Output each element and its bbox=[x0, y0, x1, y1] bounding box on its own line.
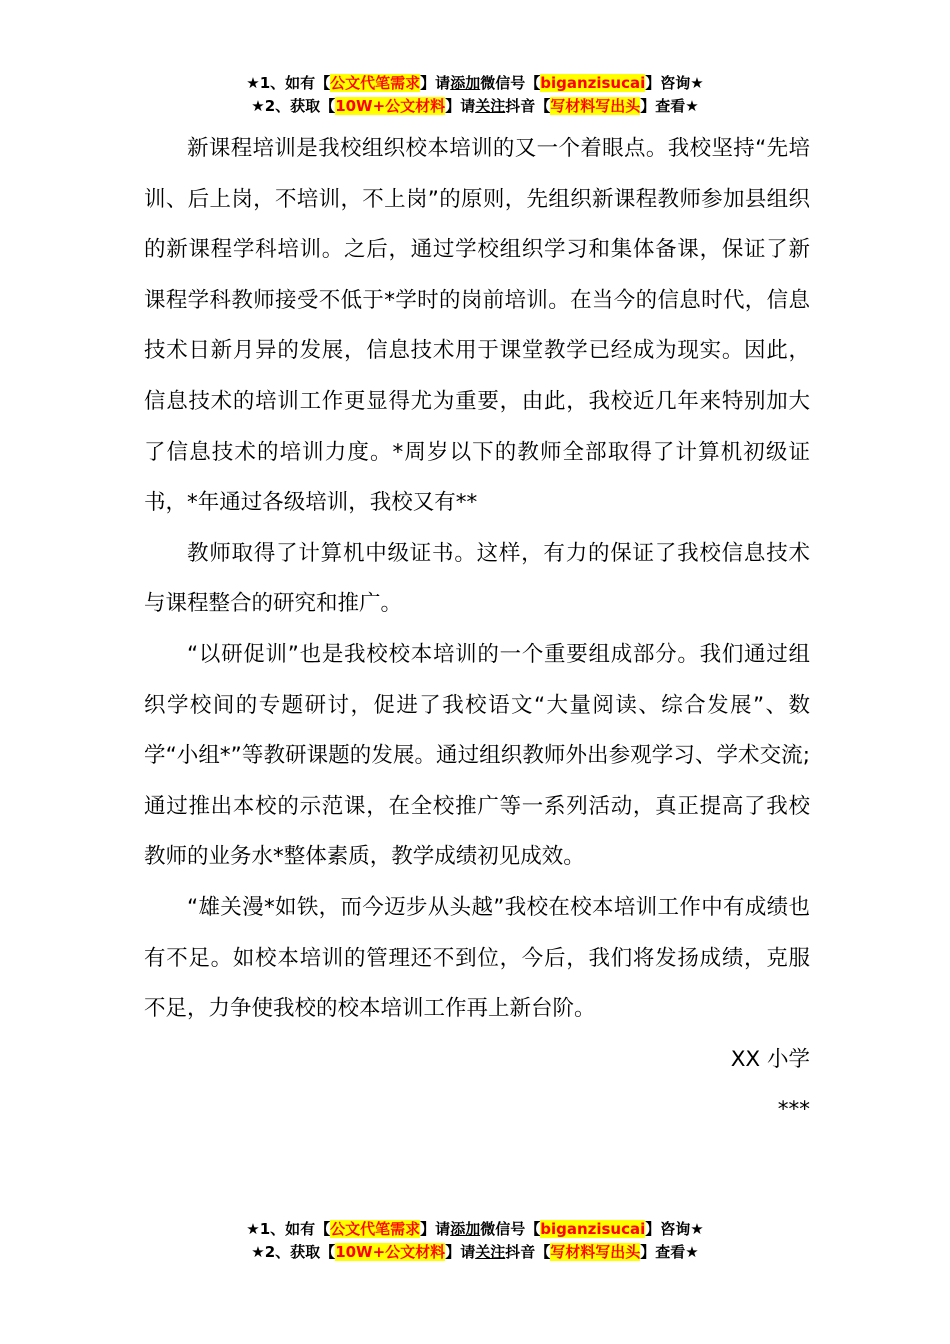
banner-highlight: biganzisucai bbox=[540, 74, 646, 92]
banner-underlined-text: 添加 bbox=[450, 74, 481, 92]
banner-line-1 bbox=[0, 72, 950, 95]
banner-text: 抖音【 bbox=[505, 97, 551, 115]
body-paragraph: “雄关漫*如铁，而今迈步从头越”我校在校本培训工作中有成绩也有不足。如校本培训的管理还不到位，今后，我们将发扬成绩，克服不足，力争使我校的校本培训工作再上新台阶。 bbox=[144, 894, 810, 1022]
banner-underlined-text: 关注 bbox=[475, 97, 506, 115]
banner-line-2 bbox=[0, 95, 950, 118]
banner-text: 】请 bbox=[445, 97, 476, 115]
banner-text: 】咨询★ bbox=[645, 1220, 704, 1238]
banner-text: 】请 bbox=[445, 1243, 476, 1261]
banner-highlight: 写材料写出头 bbox=[550, 1243, 641, 1261]
banner-underlined-text: 关注 bbox=[475, 1243, 506, 1261]
header-banner bbox=[0, 72, 950, 118]
banner-highlight: biganzisucai bbox=[540, 1220, 646, 1238]
banner-text: 】咨询★ bbox=[645, 74, 704, 92]
banner-text: 】查看★ bbox=[640, 97, 699, 115]
body-paragraph: 新课程培训是我校组织校本培训的又一个着眼点。我校坚持“先培训、后上岗，不培训，不上岗”的原则，先组织新课程教师参加县组织的新课程学科培训。之后，通过学校组织学习和集体备课，保证了新课程学科教师接受不低于*学时的岗前培训。在当今的信息时代，信息技术日新月异的发展，信息技术用于课堂教学已经成为现实。因此，信息技术的培训工作更显得尤为重要，由此，我校近几年来特别加大了信息技术的培训力度。*周岁以下的教师全部取得了计算机初级证书，*年通过各级培训，我校又有** bbox=[144, 136, 810, 516]
body-paragraph: “以研促训”也是我校校本培训的一个重要组成部分。我们通过组织学校间的专题研讨，促进了我校语文“大量阅读、综合发展”、数学“小组*”等教研课题的发展。通过组织教师外出参观学习、学术交流;通过推出本校的示范课，在全校推广等一系列活动，真正提高了我校教师的业务水*整体素质，教学成绩初见成效。 bbox=[144, 641, 810, 870]
banner-text: 抖音【 bbox=[505, 1243, 551, 1261]
banner-line-1 bbox=[0, 1218, 950, 1241]
banner-highlight: 写材料写出头 bbox=[550, 97, 641, 115]
banner-text: 】请 bbox=[420, 1220, 451, 1238]
body-paragraph: 教师取得了计算机中级证书。这样，有力的保证了我校信息技术与课程整合的研究和推广。 bbox=[144, 540, 810, 617]
banner-text: 微信号【 bbox=[480, 74, 541, 92]
document-body bbox=[144, 124, 810, 1136]
banner-underlined-text: 添加 bbox=[450, 1220, 481, 1238]
banner-highlight: 公文代笔需求 bbox=[330, 74, 421, 92]
footer-banner bbox=[0, 1218, 950, 1264]
banner-text: ★1、如有【 bbox=[246, 1220, 331, 1238]
banner-line-2 bbox=[0, 1241, 950, 1264]
signature-school: XX 小学 bbox=[730, 1046, 810, 1072]
banner-text: 】查看★ bbox=[640, 1243, 699, 1261]
banner-highlight: 公文代笔需求 bbox=[330, 1220, 421, 1238]
banner-text: 微信号【 bbox=[480, 1220, 541, 1238]
banner-text: ★1、如有【 bbox=[246, 74, 331, 92]
banner-highlight: 10W+公文材料 bbox=[335, 1243, 446, 1261]
banner-text: ★2、获取【 bbox=[251, 97, 336, 115]
banner-text: ★2、获取【 bbox=[251, 1243, 336, 1261]
signature-date: *** bbox=[777, 1097, 810, 1123]
banner-highlight: 10W+公文材料 bbox=[335, 97, 446, 115]
banner-text: 】请 bbox=[420, 74, 451, 92]
